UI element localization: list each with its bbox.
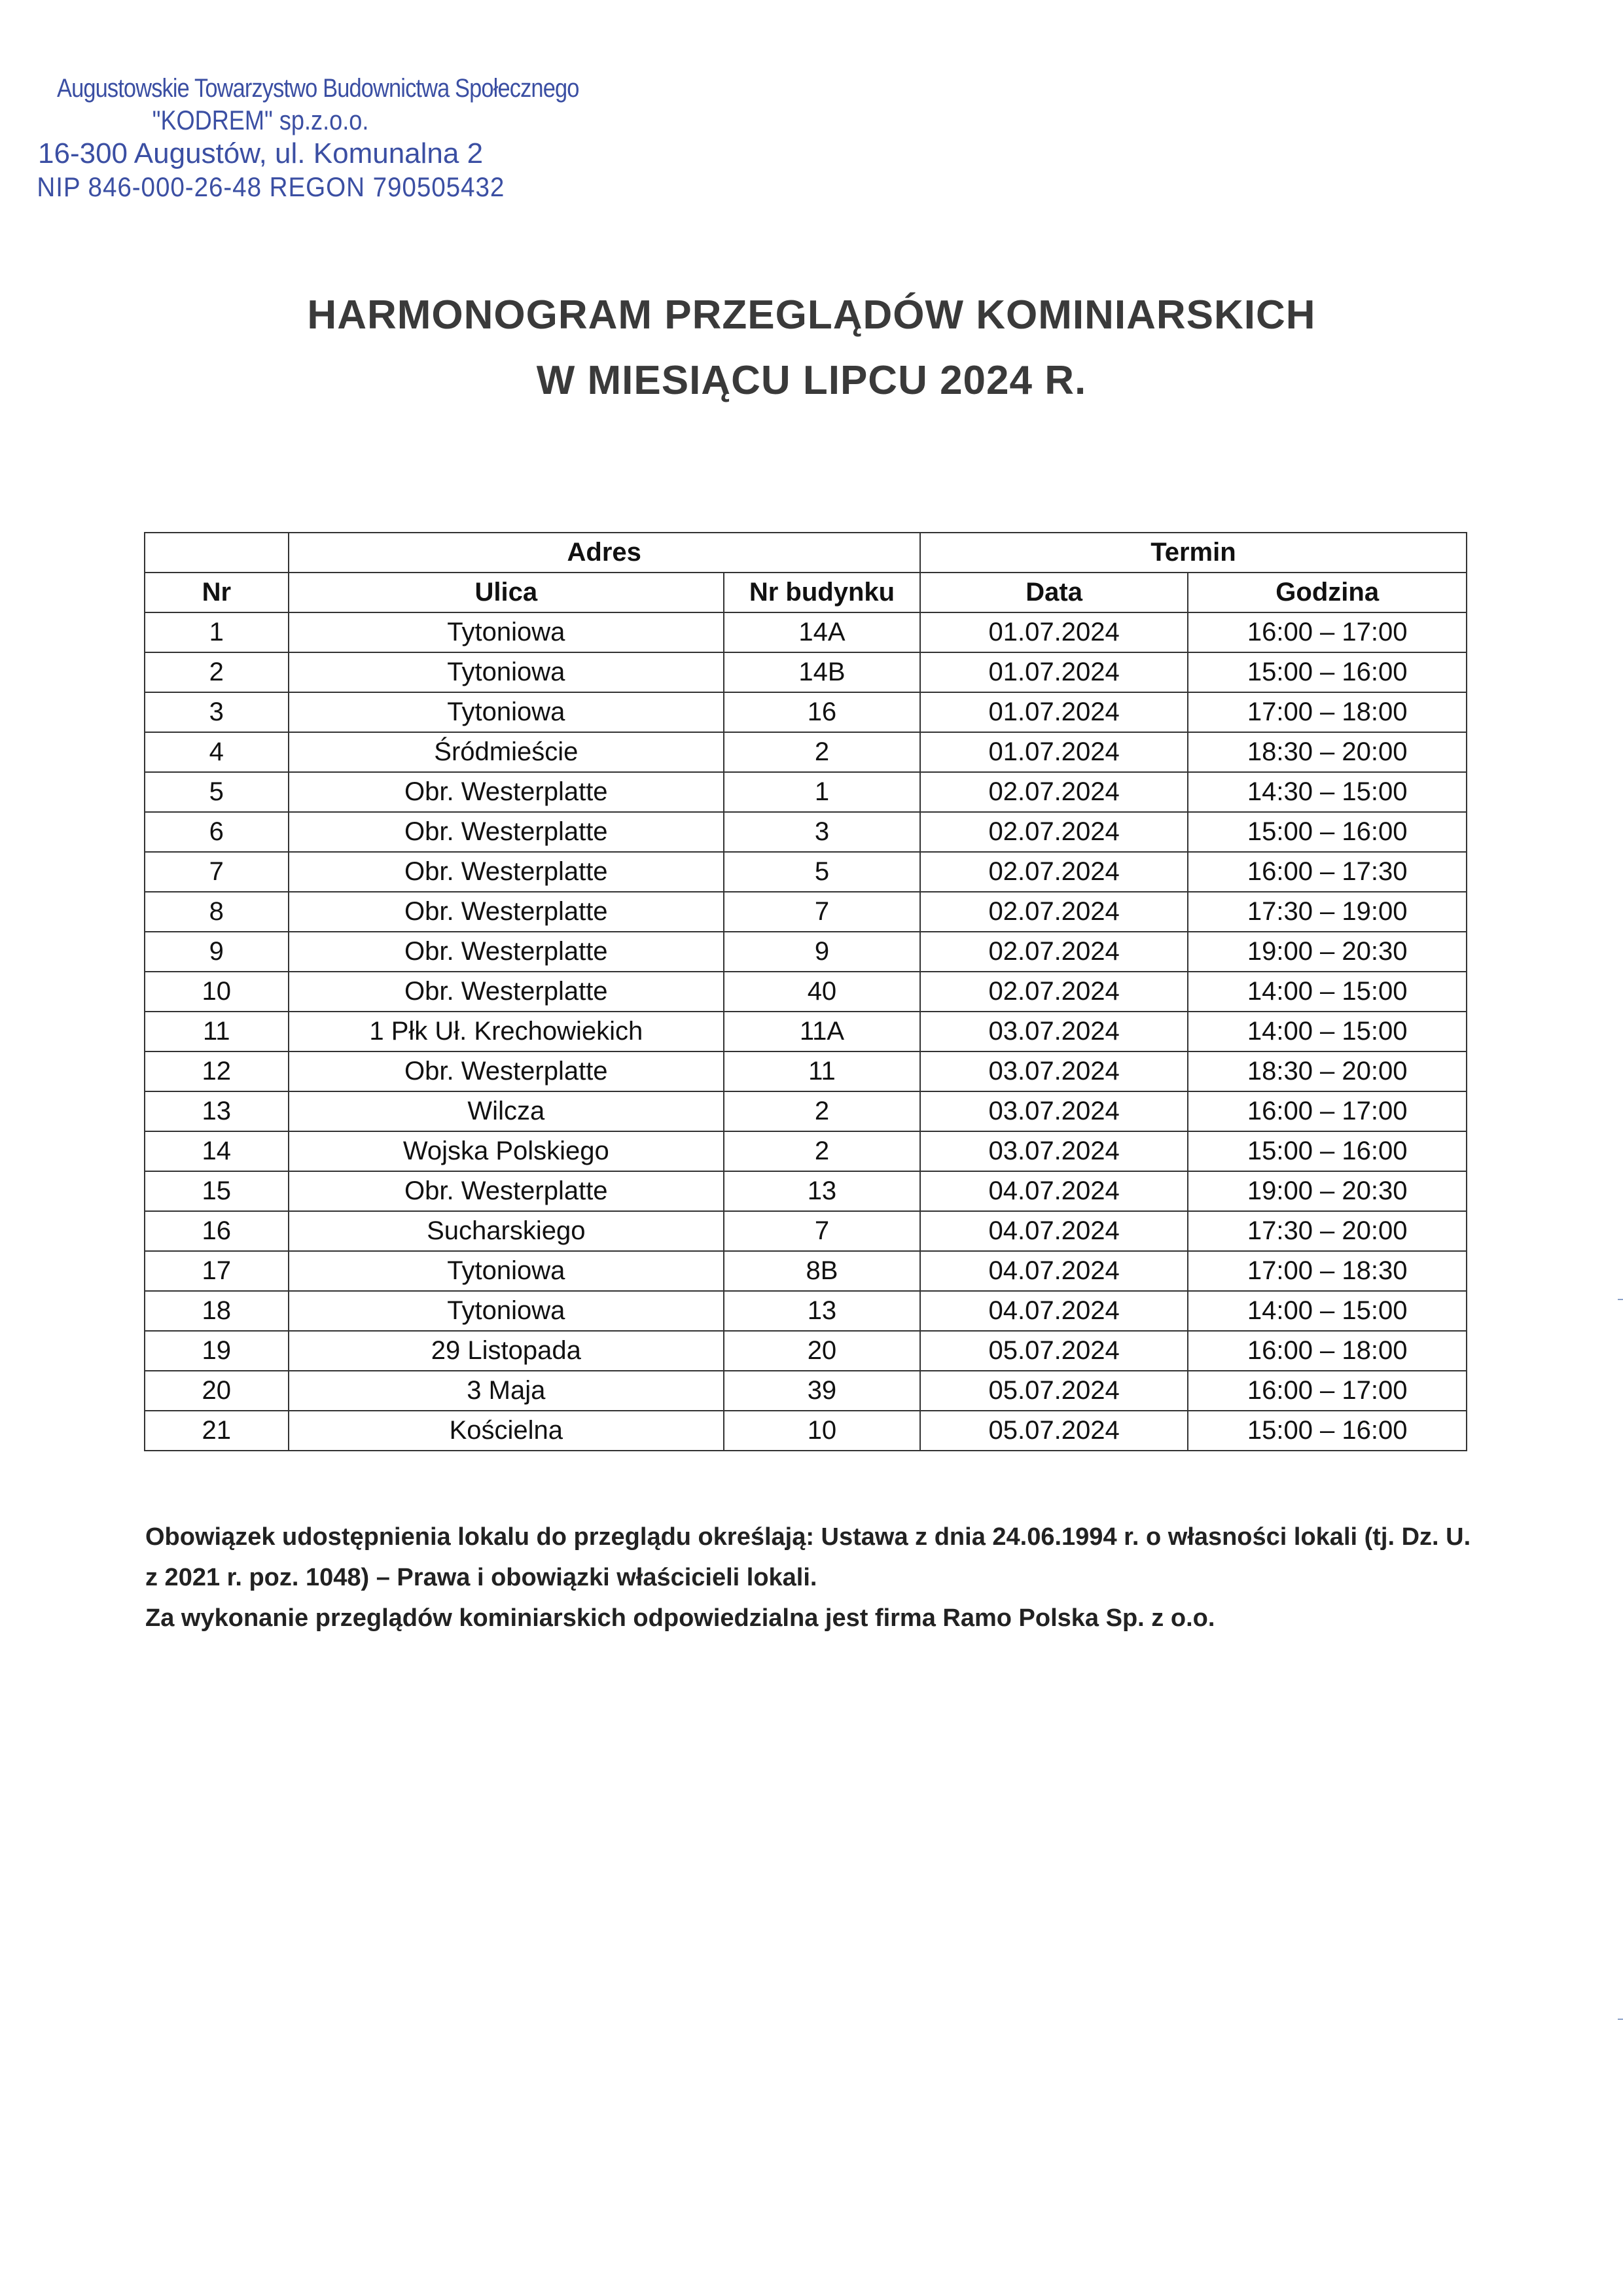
cell-building: 8B (724, 1251, 920, 1291)
cell-street: Śródmieście (289, 732, 724, 772)
cell-time: 14:00 – 15:00 (1188, 972, 1467, 1012)
cell-building: 16 (724, 692, 920, 732)
cell-date: 05.07.2024 (920, 1411, 1188, 1451)
cell-time: 17:30 – 19:00 (1188, 892, 1467, 932)
cell-building: 14B (724, 652, 920, 692)
cell-time: 15:00 – 16:00 (1188, 652, 1467, 692)
table-body (145, 612, 1467, 1451)
cell-time: 18:30 – 20:00 (1188, 1051, 1467, 1091)
cell-building: 40 (724, 972, 920, 1012)
column-header-date: Data (920, 573, 1188, 612)
table-column-header-row (145, 573, 1467, 612)
cell-date: 02.07.2024 (920, 812, 1188, 852)
stamp-company-short-name: "KODREM" sp.z.o.o. (152, 105, 369, 136)
cell-nr: 10 (145, 972, 289, 1012)
cell-building: 2 (724, 1091, 920, 1131)
cell-nr: 19 (145, 1331, 289, 1371)
cell-building: 2 (724, 1131, 920, 1171)
cell-nr: 4 (145, 732, 289, 772)
title-line-1: HARMONOGRAM PRZEGLĄDÓW KOMINIARSKICH (307, 292, 1316, 338)
table-row (145, 852, 1467, 892)
table-row (145, 1371, 1467, 1411)
cell-time: 15:00 – 16:00 (1188, 1411, 1467, 1451)
cell-nr: 13 (145, 1091, 289, 1131)
cell-street: Tytoniowa (289, 1291, 724, 1331)
cell-street: Obr. Westerplatte (289, 972, 724, 1012)
table-row (145, 812, 1467, 852)
cell-date: 01.07.2024 (920, 692, 1188, 732)
cell-street: Obr. Westerplatte (289, 852, 724, 892)
cell-time: 16:00 – 17:30 (1188, 852, 1467, 892)
cell-street: Wojska Polskiego (289, 1131, 724, 1171)
table-row (145, 652, 1467, 692)
cell-time: 15:00 – 16:00 (1188, 1131, 1467, 1171)
cell-time: 16:00 – 17:00 (1188, 612, 1467, 652)
cell-building: 13 (724, 1291, 920, 1331)
document-title (0, 283, 1623, 414)
cell-building: 9 (724, 932, 920, 972)
cell-nr: 20 (145, 1371, 289, 1411)
cell-street: Obr. Westerplatte (289, 812, 724, 852)
cell-building: 7 (724, 892, 920, 932)
cell-date: 05.07.2024 (920, 1371, 1188, 1411)
cell-street: Obr. Westerplatte (289, 932, 724, 972)
cell-time: 18:30 – 20:00 (1188, 732, 1467, 772)
cell-street: Tytoniowa (289, 612, 724, 652)
table-row (145, 892, 1467, 932)
cell-date: 01.07.2024 (920, 612, 1188, 652)
cell-street: Tytoniowa (289, 692, 724, 732)
note-legal-basis: Obowiązek udostępnienia lokalu do przeglądu określają: Ustawa z dnia 24.06.1994 r. o własności lokali (tj. Dz. U. z 2021 r. poz. 1048) – Prawa i obowiązki właścicieli lokali. (145, 1523, 1471, 1591)
cell-date: 02.07.2024 (920, 892, 1188, 932)
cell-time: 16:00 – 18:00 (1188, 1331, 1467, 1371)
column-header-time: Godzina (1188, 573, 1467, 612)
inspection-schedule-table (144, 532, 1467, 1451)
group-header-blank (145, 533, 289, 573)
cell-street: 29 Listopada (289, 1331, 724, 1371)
cell-building: 7 (724, 1211, 920, 1251)
cell-time: 14:00 – 15:00 (1188, 1291, 1467, 1331)
column-header-street: Ulica (289, 573, 724, 612)
group-header-address: Adres (289, 533, 920, 573)
cell-street: Tytoniowa (289, 1251, 724, 1291)
cell-date: 04.07.2024 (920, 1291, 1188, 1331)
cell-nr: 18 (145, 1291, 289, 1331)
cell-building: 11A (724, 1012, 920, 1051)
stamp-address: 16-300 Augustów, ul. Komunalna 2 (38, 137, 484, 169)
cell-building: 2 (724, 732, 920, 772)
company-stamp (37, 73, 579, 203)
cell-date: 02.07.2024 (920, 932, 1188, 972)
cell-date: 03.07.2024 (920, 1131, 1188, 1171)
column-header-building: Nr budynku (724, 573, 920, 612)
cell-time: 17:00 – 18:30 (1188, 1251, 1467, 1291)
cell-date: 01.07.2024 (920, 732, 1188, 772)
cell-building: 14A (724, 612, 920, 652)
table-row (145, 692, 1467, 732)
table-row (145, 1251, 1467, 1291)
column-header-nr: Nr (145, 573, 289, 612)
table-row (145, 1171, 1467, 1211)
scan-edge-mark (1618, 1299, 1623, 1300)
cell-street: Wilcza (289, 1091, 724, 1131)
stamp-tax-ids: NIP 846-000-26-48 REGON 790505432 (37, 171, 505, 202)
cell-building: 3 (724, 812, 920, 852)
table-row (145, 972, 1467, 1012)
table-row (145, 1131, 1467, 1171)
table-group-header-row (145, 533, 1467, 573)
cell-nr: 3 (145, 692, 289, 732)
table-row (145, 1012, 1467, 1051)
cell-building: 20 (724, 1331, 920, 1371)
title-line-2: W MIESIĄCU LIPCU 2024 R. (536, 358, 1087, 403)
cell-time: 14:00 – 15:00 (1188, 1012, 1467, 1051)
cell-building: 39 (724, 1371, 920, 1411)
table-row (145, 612, 1467, 652)
table-row (145, 1051, 1467, 1091)
table-row (145, 1331, 1467, 1371)
cell-time: 17:00 – 18:00 (1188, 692, 1467, 732)
cell-building: 10 (724, 1411, 920, 1451)
cell-date: 01.07.2024 (920, 652, 1188, 692)
cell-nr: 6 (145, 812, 289, 852)
cell-nr: 9 (145, 932, 289, 972)
cell-street: Sucharskiego (289, 1211, 724, 1251)
cell-building: 13 (724, 1171, 920, 1211)
table-row (145, 1291, 1467, 1331)
cell-time: 16:00 – 17:00 (1188, 1091, 1467, 1131)
cell-nr: 7 (145, 852, 289, 892)
cell-building: 11 (724, 1051, 920, 1091)
table-row (145, 772, 1467, 812)
cell-building: 1 (724, 772, 920, 812)
cell-date: 04.07.2024 (920, 1171, 1188, 1211)
cell-nr: 5 (145, 772, 289, 812)
cell-date: 02.07.2024 (920, 852, 1188, 892)
table-row (145, 1411, 1467, 1451)
cell-date: 05.07.2024 (920, 1331, 1188, 1371)
cell-time: 16:00 – 17:00 (1188, 1371, 1467, 1411)
legal-notes (145, 1517, 1480, 1638)
cell-nr: 12 (145, 1051, 289, 1091)
cell-street: 1 Płk Uł. Krechowiekich (289, 1012, 724, 1051)
group-header-term: Termin (920, 533, 1467, 573)
cell-street: Obr. Westerplatte (289, 772, 724, 812)
cell-street: Obr. Westerplatte (289, 1051, 724, 1091)
cell-street: Obr. Westerplatte (289, 1171, 724, 1211)
table-row (145, 1091, 1467, 1131)
cell-date: 02.07.2024 (920, 972, 1188, 1012)
cell-date: 03.07.2024 (920, 1012, 1188, 1051)
scan-edge-mark (1618, 2019, 1623, 2020)
cell-date: 02.07.2024 (920, 772, 1188, 812)
cell-time: 19:00 – 20:30 (1188, 932, 1467, 972)
cell-nr: 1 (145, 612, 289, 652)
cell-nr: 21 (145, 1411, 289, 1451)
cell-street: Tytoniowa (289, 652, 724, 692)
cell-nr: 17 (145, 1251, 289, 1291)
cell-street: Kościelna (289, 1411, 724, 1451)
cell-time: 19:00 – 20:30 (1188, 1171, 1467, 1211)
cell-nr: 2 (145, 652, 289, 692)
table-row (145, 1211, 1467, 1251)
cell-nr: 8 (145, 892, 289, 932)
cell-nr: 16 (145, 1211, 289, 1251)
cell-time: 15:00 – 16:00 (1188, 812, 1467, 852)
cell-date: 03.07.2024 (920, 1091, 1188, 1131)
cell-time: 14:30 – 15:00 (1188, 772, 1467, 812)
cell-date: 03.07.2024 (920, 1051, 1188, 1091)
cell-street: Obr. Westerplatte (289, 892, 724, 932)
cell-nr: 14 (145, 1131, 289, 1171)
table-row (145, 932, 1467, 972)
cell-nr: 15 (145, 1171, 289, 1211)
cell-nr: 11 (145, 1012, 289, 1051)
stamp-company-name: Augustowskie Towarzystwo Budownictwa Społecznego (57, 74, 579, 103)
note-responsible-company: Za wykonanie przeglądów kominiarskich odpowiedzialna jest firma Ramo Polska Sp. z o.o. (145, 1604, 1215, 1632)
cell-street: 3 Maja (289, 1371, 724, 1411)
cell-date: 04.07.2024 (920, 1251, 1188, 1291)
cell-time: 17:30 – 20:00 (1188, 1211, 1467, 1251)
cell-building: 5 (724, 852, 920, 892)
cell-date: 04.07.2024 (920, 1211, 1188, 1251)
table-row (145, 732, 1467, 772)
